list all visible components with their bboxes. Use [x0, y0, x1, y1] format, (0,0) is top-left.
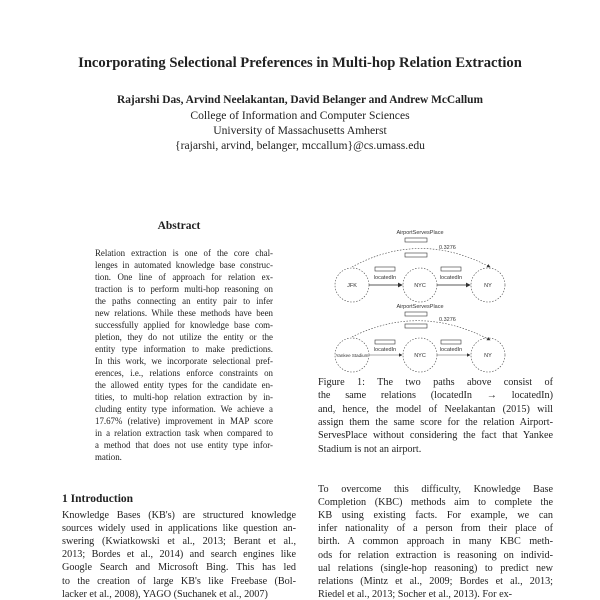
abstract-line: the paths connecting an entity pair to infer: [95, 296, 273, 306]
introduction-line: sources widely used in applications like question an-: [62, 523, 296, 535]
abstract-line: the allowed entity types for the candidate en-: [95, 380, 273, 390]
edge-label: locatedIn: [439, 275, 463, 281]
abstract-line: mation.: [95, 452, 122, 462]
abstract-line: lenges in automated knowledge base construc-: [95, 260, 273, 270]
node-yankee-stadium: Yankee Stadium: [335, 353, 369, 358]
paper-title: Incorporating Selectional Preferences in Multi-hop Relation Extraction: [78, 55, 522, 71]
node-nyc: NYC: [414, 353, 426, 359]
introduction-heading: 1 Introduction: [62, 493, 134, 505]
introduction-line: lacker et al., 2008), YAGO (Suchanek et al., 2007): [62, 588, 268, 600]
node-jfk: JFK: [347, 283, 357, 289]
abstract-line: tion. One line of approach for relation ex-: [95, 272, 273, 282]
caption-line: Stadium is not an airport.: [318, 443, 422, 455]
abstract-line: new relations. While these methods have been: [95, 308, 273, 318]
abstract-line: tities, to multi-hop relation extraction by in-: [95, 392, 273, 402]
introduction-line: Knowledge Bases (KB's) are structured knowledge: [62, 510, 296, 521]
caption-line: the same relations (locatedIn → locatedIn): [318, 390, 553, 402]
caption-line: and, hence, the model of Neelakantan (2015) will: [318, 403, 553, 415]
body-line: To overcome this difficulty, Knowledge Base: [318, 484, 553, 495]
introduction-line: to the creation of large KB's like Freebase (Bol-: [62, 575, 296, 587]
abstract-line: cluding entity type information. We achieve a: [95, 404, 273, 414]
abstract-line: entity type information to make predictions.: [95, 344, 273, 354]
node-ny: NY: [484, 353, 492, 359]
abstract-line: Relation extraction is one of the core chal-: [95, 248, 273, 258]
body-line: Completion (KBC) methods aim to complete the: [318, 497, 553, 509]
introduction-line: Google Search and Microsoft Bing. This has led: [62, 562, 296, 574]
node-ny: NY: [484, 283, 492, 289]
figure-path-diagram: [320, 225, 520, 375]
edge-label: locatedIn: [439, 347, 463, 353]
caption-line: Figure 1: The two paths above consist of: [318, 377, 553, 388]
body-line: ual relations (single-hop reasoning) to predict new: [318, 562, 553, 574]
abstract-line: pletion, they do not utilize the entity or the: [95, 332, 273, 342]
score-label-bottom: 0.3276: [439, 317, 456, 323]
abstract-line: erences, i.e., relations enforce constraints on: [95, 368, 273, 378]
body-line: birth. A common approach in many KBC meth-: [318, 536, 553, 548]
caption-line: ServesPlace without considering the fact that Yankee: [318, 430, 553, 442]
abstract-line: 17.67% (relative) improvement in MAP score: [95, 416, 273, 426]
author-emails: {rajarshi, arvind, belanger, mccallum}@cs.umass.edu: [175, 139, 425, 152]
body-line: ods for relation extraction is reasoning on individ-: [318, 549, 553, 561]
introduction-line: 2013; Bordes et al., 2014) and search engines like: [62, 549, 296, 561]
caption-line: assign them the same score for the relation Airport-: [318, 416, 553, 428]
relation-label-top: AirportServesPlace: [396, 230, 444, 236]
body-line: KB using existing facts. For example, we can: [318, 510, 553, 522]
edge-label: locatedIn: [373, 347, 397, 353]
node-nyc: NYC: [414, 283, 426, 289]
body-line: infer nationality of a person from their place of: [318, 523, 553, 535]
edge-label: locatedIn: [373, 275, 397, 281]
affiliation-university: University of Massachusetts Amherst: [213, 124, 387, 137]
abstract-line: traction is to perform multi-hop reasoning on: [95, 284, 273, 294]
abstract-line: successfully applied for knowledge base com-: [95, 320, 273, 330]
abstract-line: in a relation extraction task when compared to: [95, 428, 273, 438]
abstract-heading: Abstract: [157, 220, 201, 232]
body-line: Riedel et al., 2013; Socher et al., 2013). For ex-: [318, 588, 513, 600]
introduction-line: swering (Kwiatkowski et al., 2013; Berant et al.,: [62, 536, 296, 548]
abstract-line: a method that does not use entity type infor-: [95, 440, 273, 450]
score-label-top: 0.3276: [439, 245, 456, 251]
relation-label-bottom: AirportServesPlace: [396, 304, 444, 310]
authors: Rajarshi Das, Arvind Neelakantan, David Belanger and Andrew McCallum: [116, 94, 483, 106]
body-line: relations (Mintz et al., 2009; Bordes et al., 2013;: [318, 575, 553, 587]
affiliation-department: College of Information and Computer Sciences: [190, 109, 410, 122]
abstract-line: In this work, we incorporate selectional pref-: [95, 356, 273, 366]
